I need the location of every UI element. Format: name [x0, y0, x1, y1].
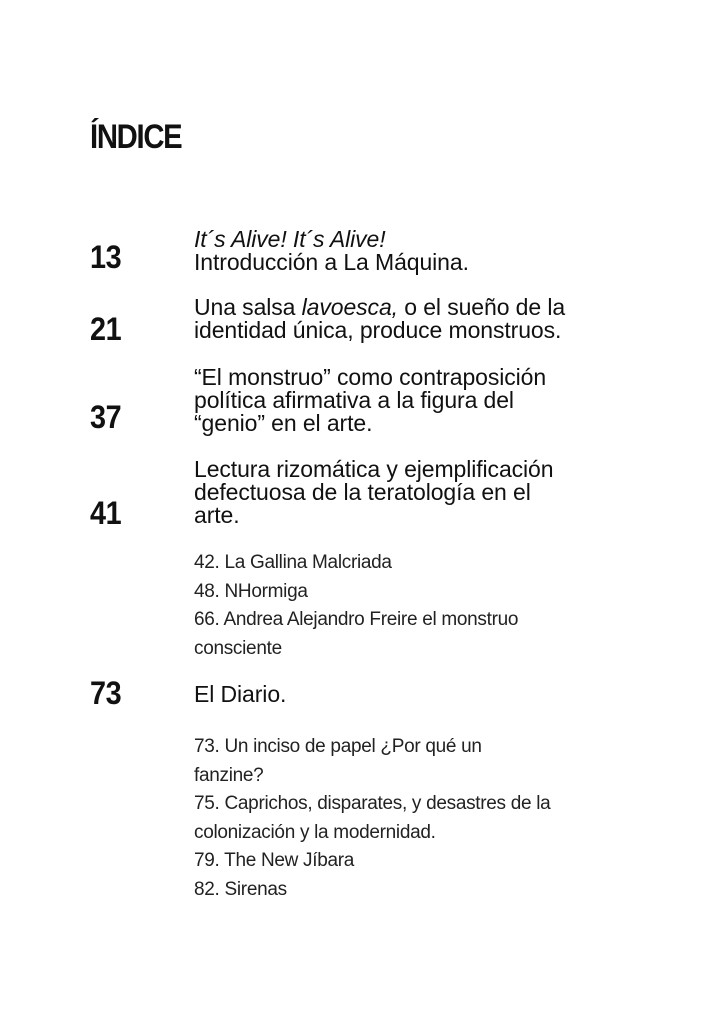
entry-21-line-1-post: o el sueño de la	[397, 294, 566, 320]
sub-item-continued[interactable]: colonización y la modernidad.	[194, 821, 436, 843]
sub-item[interactable]: 79. The New Jíbara	[194, 850, 355, 871]
page-number-13: 13	[90, 239, 122, 275]
sub-item[interactable]: 48. NHormiga	[194, 580, 308, 602]
sub-item[interactable]: 75. Caprichos, disparates, y desastres de la	[194, 793, 551, 814]
sub-list-73	[194, 733, 550, 904]
toc-entry-73[interactable]	[194, 683, 286, 706]
toc-entry-21[interactable]	[194, 296, 565, 342]
toc-entry-41[interactable]	[194, 458, 553, 527]
entry-21-line-1-pre: Una salsa	[194, 294, 302, 320]
entry-37-line-1: “El monstruo” como contraposición	[194, 364, 547, 390]
page-number-21: 21	[90, 311, 122, 347]
entry-13-line-1: It´s Alive! It´s Alive!	[194, 226, 386, 252]
sub-item[interactable]: 42. La Gallina Malcriada	[194, 552, 392, 573]
toc-entry-37[interactable]	[194, 366, 546, 435]
page-number-41: 41	[90, 495, 122, 531]
entry-37-line-2: política afirmativa a la figura del	[194, 387, 514, 413]
entry-41-line-1: Lectura rizomática y ejemplificación	[194, 456, 554, 482]
entry-21-line-1	[194, 296, 565, 319]
toc-entry-13[interactable]	[194, 228, 469, 274]
entry-21-line-2: identidad única, produce monstruos.	[194, 317, 562, 343]
sub-item-continued[interactable]: fanzine?	[194, 764, 264, 786]
entry-41-line-3: arte.	[194, 502, 240, 528]
entry-41-line-2: defectuosa de la teratología en el	[194, 479, 531, 505]
sub-item[interactable]: 82. Sirenas	[194, 878, 287, 900]
entry-37-line-3: “genio” en el arte.	[194, 410, 373, 436]
sub-item[interactable]: 73. Un inciso de papel ¿Por qué un	[194, 736, 482, 757]
page-title: ÍNDICE	[90, 118, 182, 156]
sub-list-41	[194, 549, 518, 663]
entry-13-line-2: Introducción a La Máquina.	[194, 249, 469, 275]
sub-item[interactable]: 66. Andrea Alejandro Freire el monstruo	[194, 609, 519, 630]
page-number-73: 73	[90, 675, 122, 711]
sub-item-continued[interactable]: consciente	[194, 637, 282, 659]
entry-21-line-1-italic: lavoesca,	[301, 294, 398, 320]
entry-73-line-1: El Diario.	[194, 681, 287, 707]
page-number-37: 37	[90, 399, 122, 435]
